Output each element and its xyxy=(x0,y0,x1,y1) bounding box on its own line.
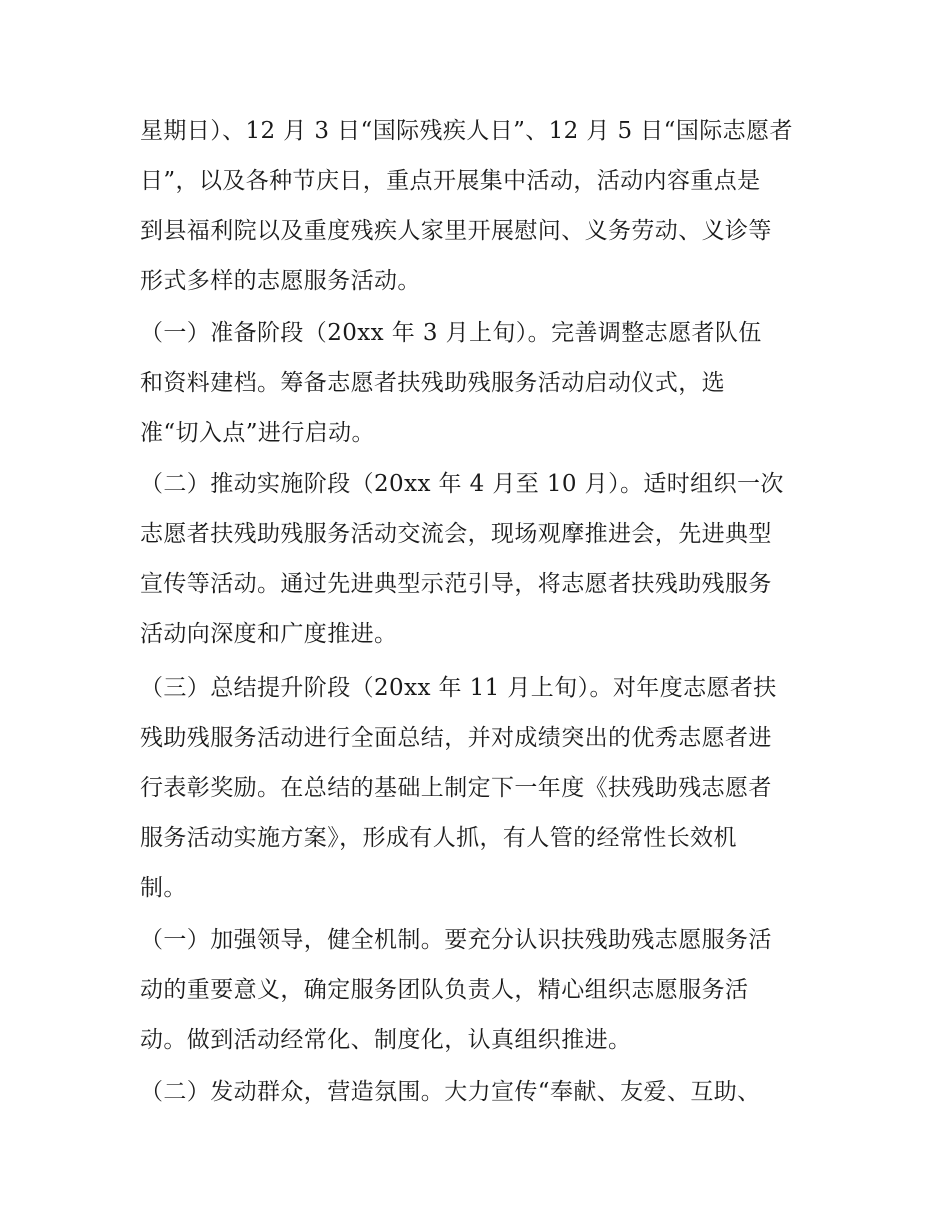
text-line: 宣传等活动。通过先进典型示范引导，将志愿者扶残助残服务 xyxy=(140,571,772,597)
text-line: （三）总结提升阶段（20xx 年 11 月上旬）。对年度志愿者扶 xyxy=(140,675,777,701)
text-line: 动的重要意义，确定服务团队负责人，精心组织志愿服务活 xyxy=(140,977,749,1003)
text-line: 和资料建档。筹备志愿者扶残助残服务活动启动仪式，选 xyxy=(140,370,725,396)
text-line: 行表彰奖励。在总结的基础上制定下一年度《扶残助残志愿者 xyxy=(140,775,772,801)
text-line: 服务活动实施方案》，形成有人抓，有人管的经常性长效机 xyxy=(140,825,737,851)
text-line: 准“切入点”进行启动。 xyxy=(140,420,375,446)
text-line: 到县福利院以及重度残疾人家里开展慰问、义务劳动、义诊等 xyxy=(140,218,772,244)
text-line: 活动向深度和广度推进。 xyxy=(140,621,398,647)
text-line: （二）发动群众，营造氛围。大力宣传“奉献、友爱、互助、 xyxy=(140,1079,761,1105)
text-line: （一）加强领导，健全机制。要充分认识扶残助残志愿服务活 xyxy=(140,927,772,953)
text-line: 残助残服务活动进行全面总结，并对成绩突出的优秀志愿者进 xyxy=(140,725,772,751)
text-line: （二）推动实施阶段（20xx 年 4 月至 10 月）。适时组织一次 xyxy=(140,471,784,497)
text-line: 志愿者扶残助残服务活动交流会，现场观摩推进会，先进典型 xyxy=(140,521,772,547)
text-line: （一）准备阶段（20xx 年 3 月上旬）。完善调整志愿者队伍 xyxy=(140,320,762,346)
text-line: 制。 xyxy=(140,875,187,901)
text-line: 日”，以及各种节庆日，重点开展集中活动，活动内容重点是 xyxy=(140,168,761,194)
text-line: 动。做到活动经常化、制度化，认真组织推进。 xyxy=(140,1027,632,1053)
text-line: 星期日）、12 月 3 日“国际残疾人日”、12 月 5 日“国际志愿者 xyxy=(140,118,793,144)
text-line: 形式多样的志愿服务活动。 xyxy=(140,268,421,294)
